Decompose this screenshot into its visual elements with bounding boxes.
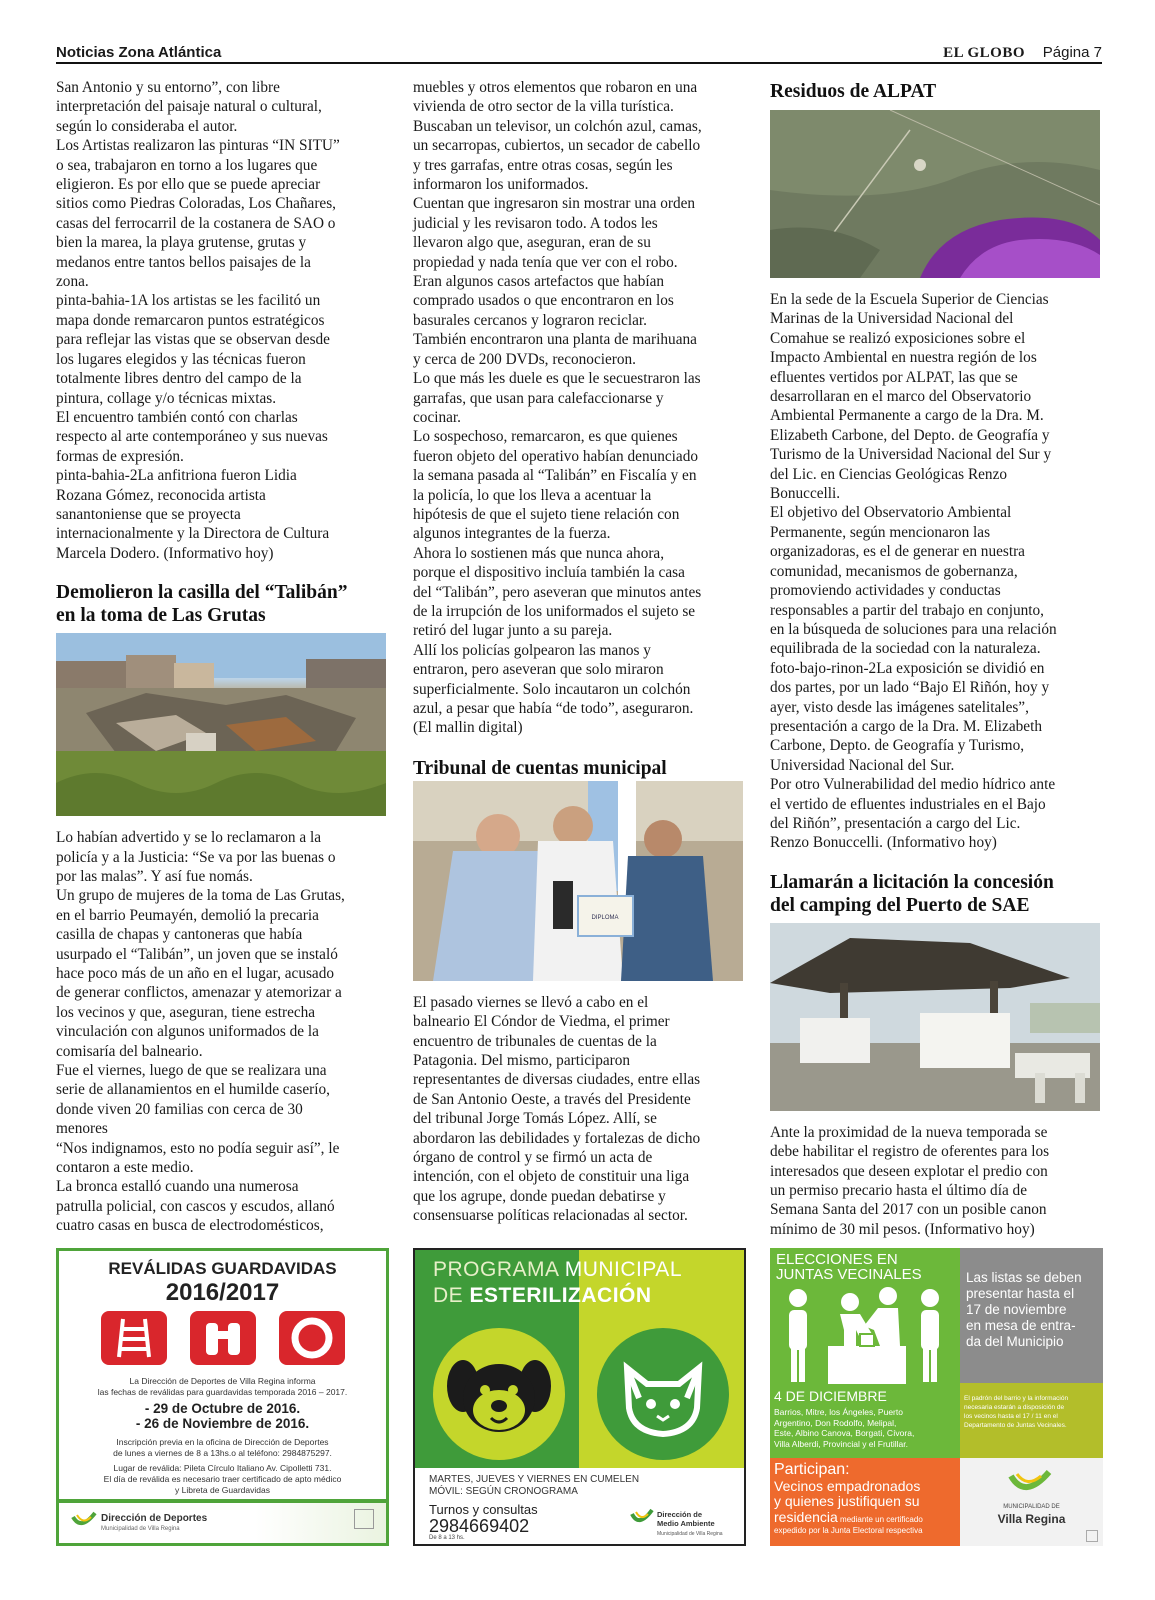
photo-demolished-shack	[56, 633, 386, 816]
text-line: Un grupo de mujeres de la toma de Las Grutas,	[56, 887, 345, 905]
text-line: consensuarse políticas relacionadas al sector.	[413, 1207, 688, 1225]
footer-name: Dirección de Deportes	[101, 1513, 208, 1524]
headline-line: en la toma de Las Grutas	[56, 605, 266, 627]
dog-icon	[433, 1328, 565, 1460]
listas-info	[966, 1270, 1082, 1350]
text-line: un permiso precario hasta el último día de	[770, 1182, 1027, 1199]
text-line: Ante la proximidad de la nueva temporada se	[770, 1123, 1048, 1141]
text-line: desarrollaran en el marco del Observatorio	[770, 388, 1032, 406]
headline-tribunal	[413, 757, 743, 780]
voters-icon	[780, 1286, 950, 1386]
title-line: ELECCIONES EN	[776, 1251, 898, 1268]
text-line: donde viven 20 familias con cerca de 30	[56, 1100, 303, 1118]
text-line: responsables a partir del trabajo en conjunto,	[770, 601, 1044, 619]
text-line: interesados que deseen explotar el predio con	[770, 1162, 1048, 1180]
schedule-line: MARTES, JUEVES Y VIERNES EN CUMELEN	[429, 1474, 640, 1485]
text-line: del “Talibán”, pero aseveran que minutos antes	[413, 583, 702, 601]
ad-info-line: La Dirección de Deportes de Villa Regina informa	[129, 1376, 316, 1386]
text-line: representantes de diversas ciudades, entre ellas	[413, 1071, 701, 1089]
photo-camping-illustration	[770, 923, 1100, 1111]
text-line: internacionalmente y la Directora de Cultura	[56, 525, 330, 543]
ad-title-line-2	[433, 1284, 652, 1308]
ad-title-line-1	[433, 1258, 682, 1282]
text-line: algunos integrantes de la fuerza.	[413, 525, 611, 543]
text-line: de la irrupción de los uniformados el sujeto se	[413, 602, 696, 620]
text-line: abordaron las debilidades y fortalezas de dicho	[413, 1129, 701, 1147]
text-line: según lo consideraba el autor.	[56, 117, 238, 135]
text-line: bien la marea, la playa grutense, grutas y	[56, 234, 307, 252]
ad-footer	[59, 1499, 386, 1543]
column-2	[413, 78, 743, 1226]
padron-info	[964, 1394, 1068, 1430]
headline-line: del camping del Puerto de SAE	[770, 894, 1030, 916]
text-line: vinculación con algunos uniformados de la	[56, 1023, 319, 1041]
medio-ambiente-logo-icon	[630, 1508, 654, 1530]
ad-info	[59, 1376, 386, 1398]
expedido-line: expedido por la Junta Electoral respectiva	[774, 1526, 923, 1535]
text-line: de San Antonio Oeste, a través del Presidente	[413, 1090, 691, 1108]
headline-line: Demolieron la casilla del “Talibán”	[56, 582, 348, 604]
text-line: “Nos indignamos, esto no podía seguir así”, le	[56, 1139, 340, 1157]
text-line: Rozana Gómez, reconocida artista	[56, 486, 266, 504]
text-line: mapa donde remarcaron puntos estratégicos	[56, 311, 325, 329]
text-line: porque el dispositivo incluía también la casa	[413, 564, 685, 582]
text-line: el vertido de efluentes industriales en el Bajo	[770, 795, 1046, 813]
text-line: pinta-bahia-2La anfitriona fueron Lidia	[56, 467, 297, 485]
ad-info-line: y Libreta de Guardavidas	[175, 1485, 270, 1495]
article-taliban-continued	[413, 78, 743, 738]
text-line: Universidad Nacional del Sur.	[770, 756, 955, 774]
footer-sub: Municipalidad de Villa Regina	[657, 1531, 723, 1537]
text-line: Lo habían advertido y se lo reclamaron a la	[56, 829, 322, 847]
text-line: balneario El Cóndor de Viedma, el primer	[413, 1013, 670, 1031]
article-taliban-body	[56, 828, 386, 1236]
text-line: por las malas”. Y así fue nomás.	[56, 867, 253, 885]
text-line: o sea, trabajaron en torno a los lugares que	[56, 156, 318, 174]
residencia-word: residencia	[774, 1509, 838, 1525]
text-line: El encuentro también contó con charlas	[56, 408, 298, 426]
text-line: menores	[56, 1120, 108, 1138]
schedule-line: MÓVIL: SEGÚN CRONOGRAMA	[429, 1486, 578, 1497]
listas-line: 17 de noviembre	[966, 1302, 1067, 1317]
deportes-logo-icon	[71, 1511, 97, 1533]
text-line: muebles y otros elementos que robaron en una	[413, 79, 698, 96]
text-line: pinta-bahia-1A los artistas se les facilitó un	[56, 292, 321, 310]
ad-info-line: las fechas de reválidas para guardavidas temporada 2016 – 2017.	[97, 1387, 348, 1397]
text-line: Lo sospechoso, remarcaron, es que quienes	[413, 428, 678, 446]
text-line: comunidad, mecanismos de gobernanza,	[770, 562, 1018, 580]
text-line: y cerca de 200 DVDs, reconocieron.	[413, 350, 636, 368]
text-line: policía y a la Justicia: “Se va por las buenas o	[56, 848, 336, 866]
ad-elecciones-juntas-vecinales	[770, 1248, 1103, 1546]
title-word: ESTERILIZACIÓN	[469, 1284, 652, 1307]
qr-code-icon	[1086, 1530, 1098, 1542]
padron-line: necesaria estarán a disposición de	[964, 1404, 1065, 1411]
text-line: foto-bajo-rinon-2La exposición se dividió en	[770, 659, 1045, 677]
text-line: para reflejar las vistas que se observan desde	[56, 331, 330, 349]
text-line: Patagonia. Del mismo, participaron	[413, 1052, 631, 1070]
binoculars-icon	[190, 1311, 256, 1365]
text-line: de generar conflictos, amenazar y atemorizar a	[56, 984, 342, 1002]
text-line: del Riñón”, presentación a cargo del Lic.	[770, 814, 1021, 832]
text-line: en el barrio Peumayén, demolió la precaria	[56, 906, 319, 924]
text-line: vivienda de otro sector de la villa turística.	[413, 98, 674, 116]
ad-schedule	[429, 1474, 639, 1498]
text-line: Comahue se realizó exposiciones sobre el	[770, 329, 1026, 347]
text-line: (El mallin digital)	[413, 719, 523, 737]
phone-number: 2984669402	[429, 1516, 530, 1536]
photo-tribunal-meeting	[413, 781, 743, 981]
headline-line: Llamarán a licitación la concesión	[770, 871, 1054, 893]
text-line: comprado usados o que encontraron en los	[413, 292, 674, 310]
page-header	[56, 42, 1102, 64]
ad-programa-esterilizacion	[413, 1248, 746, 1546]
text-line: formas de expresión.	[56, 447, 184, 465]
text-line: eligieron. Es por ello que se puede apreciar	[56, 176, 321, 194]
text-line: equilibrada de la sociedad con la naturaleza.	[770, 640, 1041, 658]
text-line: presentación a cargo de la Dra. M. Elizabeth	[770, 717, 1042, 735]
lifebuoy-icon	[279, 1311, 345, 1365]
text-line: Bonuccelli.	[770, 485, 841, 503]
text-line: Turismo de la Universidad Nacional del Sur y	[770, 446, 1052, 464]
text-line: y tres garrafas, entre otras cosas, según les	[413, 156, 673, 174]
padron-line: Departamento de Juntas Vecinales.	[964, 1422, 1067, 1429]
column-1	[56, 78, 386, 1236]
text-line: casilla de chapas y cantoneras que había	[56, 926, 303, 944]
headline-line: Tribunal de cuentas municipal	[413, 757, 667, 779]
cat-icon	[597, 1328, 729, 1460]
text-line: propiedad y nada tenía que ver con el robo.	[413, 253, 678, 271]
ladder-icon	[101, 1311, 167, 1365]
ad-dates	[59, 1401, 386, 1431]
listas-line: da del Municipio	[966, 1334, 1064, 1349]
barrios-line: Villa Alberdi, Provincial y el Frutillar.	[774, 1438, 909, 1449]
article-tribunal-body	[413, 993, 743, 1226]
text-line: órgano de control y se firmó un acta de	[413, 1149, 653, 1167]
text-line: El pasado viernes se llevó a cabo en el	[413, 993, 649, 1011]
ad-title: REVÁLIDAS GUARDAVIDAS	[108, 1259, 337, 1278]
text-line: que los agrupe, donde puedan debatirse y	[413, 1187, 666, 1205]
text-line: fueron objeto del operativo habían denunciado	[413, 447, 699, 465]
text-line: informaron los uniformados.	[413, 176, 589, 194]
text-line: encuentro de tribunales de cuentas de la	[413, 1032, 657, 1050]
text-line: la policía, lo que los lleva a acentuar la	[413, 486, 652, 504]
headline-taliban	[56, 581, 386, 627]
text-line: Cuentan que ingresaron sin mostrar una orden	[413, 195, 696, 213]
title-word: MUNICIPAL	[564, 1258, 682, 1281]
listas-line: Las listas se deben	[966, 1270, 1082, 1285]
ad-date-1: - 29 de Octubre de 2016.	[144, 1401, 301, 1416]
listas-line: en mesa de entra-	[966, 1318, 1076, 1333]
text-line: Ahora lo sostienen más que nunca ahora,	[413, 544, 665, 562]
logo-top-text: MUNICIPALIDAD DE	[1003, 1504, 1060, 1510]
text-line: Semana Santa del 2017 con un posible canon	[770, 1201, 1047, 1219]
qr-code-icon	[354, 1509, 374, 1529]
text-line: entraron, pero aseveran que solo miraron	[413, 661, 664, 679]
text-line: la semana pasada al “Talibán” en Fiscalía y en	[413, 467, 697, 485]
text-line: Impacto Ambiental en nuestra región de los	[770, 349, 1037, 367]
text-line: debe habilitar el registro de oferentes para los	[770, 1143, 1050, 1161]
barrios-line: Barrios, Mitre, los Ángeles, Puerto	[774, 1407, 903, 1417]
ad-info-line: Inscripción previa en la oficina de Dirección de Deportes	[116, 1437, 329, 1447]
text-line: La bronca estalló cuando una numerosa	[56, 1178, 299, 1196]
text-line: interpretación del paisaje natural o cultural,	[56, 98, 322, 116]
diploma-text: DIPLOMA	[591, 914, 619, 921]
text-line: superficialmente. Solo incautaron un colchón	[413, 680, 691, 698]
photo-demolished-shack-illustration	[56, 633, 386, 816]
text-line: contaron a este medio.	[56, 1159, 194, 1177]
photo-tribunal-illustration	[413, 781, 743, 981]
text-line: sanantoniense que se proyecta	[56, 505, 241, 523]
photo-camping	[770, 923, 1100, 1111]
footer-name-line: Medio Ambiente	[657, 1519, 715, 1528]
text-line: Buscaban un televisor, un colchón azul, camas,	[413, 117, 702, 135]
logo-name: Villa Regina	[997, 1512, 1066, 1526]
text-line: sitios como Piedras Coloradas, Los Chañares,	[56, 195, 336, 213]
text-line: judicial y les revisaron todo. A todos les	[413, 214, 658, 232]
text-line: los vecinos y que, aseguran, tiene estrecha	[56, 1003, 316, 1021]
newspaper-name: EL GLOBO	[943, 45, 1026, 61]
text-line: Lo que más les duele es que le secuestraron las	[413, 370, 701, 388]
ad-info-line: Lugar de reválida: Pileta Círculo Italiano Av. Cipolletti 731.	[113, 1463, 332, 1473]
text-line: Marcela Dodero. (Informativo hoy)	[56, 544, 274, 562]
photo-satellite-alpat	[770, 110, 1100, 278]
text-line: totalmente libres dentro del campo de la	[56, 370, 302, 388]
barrios-line: Este, Albino Canova, Borgati, Cívora,	[774, 1428, 915, 1438]
residencia-line	[774, 1509, 923, 1527]
text-line: promoviendo actividades y conductas	[770, 582, 1001, 600]
text-line: mínimo de 30 mil pesos. (Informativo hoy)	[770, 1220, 1035, 1238]
text-line: basurales cercanos y lograron reciclar.	[413, 311, 648, 329]
hours: De 8 a 13 hs.	[429, 1535, 465, 1541]
text-line: hipótesis de que el sujeto tiene relación con	[413, 505, 680, 523]
ad-extra-info	[59, 1437, 386, 1496]
text-line: Elizabeth Carbone, del Depto. de Geografía y	[770, 426, 1050, 444]
text-line: Por otro Vulnerabilidad del medio hídrico ante	[770, 776, 1056, 794]
text-line: organizadoras, es el de generar en nuestra	[770, 543, 1025, 561]
text-line: del tribunal Jorge Tomás López. Allí, se	[413, 1110, 657, 1128]
text-line: Fue el viernes, luego de que se realizara una	[56, 1062, 327, 1080]
ad-year: 2016/2017	[165, 1279, 280, 1306]
text-line: cocinar.	[413, 408, 461, 426]
text-line: pintura, collage y/o técnicas mixtas.	[56, 389, 277, 407]
text-line: comisaría del balneario.	[56, 1042, 203, 1060]
article-pinta-bahia-continued	[56, 78, 386, 563]
text-line: Allí los policías golpearon las manos y	[413, 641, 651, 659]
text-line: patrulla policial, con cascos y escudos, allanó	[56, 1197, 335, 1215]
text-line: efluentes vertidos por ALPAT, las que se	[770, 368, 1018, 386]
footer-name-line: Dirección de	[657, 1510, 703, 1519]
text-line: un secarropas, cubiertos, un secador de cabello	[413, 137, 701, 155]
ad-date-2: - 26 de Noviembre de 2016.	[135, 1416, 310, 1431]
ad-revalidas-guardavidas	[56, 1248, 389, 1546]
footer-sub: Municipalidad de Villa Regina	[101, 1526, 180, 1532]
text-line: ayer, visto desde las imágenes satelitales”,	[770, 698, 1029, 716]
text-line: Renzo Bonuccelli. (Informativo hoy)	[770, 834, 997, 852]
text-line: respecto al arte contemporáneo y sus nuevas	[56, 428, 328, 446]
padron-line: El padrón del barrio y la información	[964, 1395, 1069, 1402]
text-line: garrafas, que usan para calefaccionarse y	[413, 389, 664, 407]
photo-satellite-illustration	[770, 110, 1100, 278]
text-line: intención, con el objeto de constituir una liga	[413, 1168, 690, 1186]
article-alpat-body	[770, 290, 1100, 853]
column-3	[770, 78, 1100, 1239]
footer-name	[657, 1510, 715, 1528]
headline-camping	[770, 871, 1100, 917]
article-camping-body	[770, 1123, 1100, 1239]
text-line: en la búsqueda de soluciones para una relación	[770, 620, 1057, 638]
page-number: Página 7	[1042, 44, 1102, 61]
title-word: PROGRAMA	[433, 1258, 559, 1281]
text-line: Ambiental Permanente a cargo de la Dra. M.	[770, 407, 1044, 425]
text-line: zona.	[56, 273, 89, 291]
text-line: del Lic. en Ciencias Geológicas Renzo	[770, 465, 1008, 483]
headline-alpat	[770, 80, 1100, 103]
text-line: llevaron algo que, aseguran, eran de su	[413, 234, 651, 252]
participan-line: y quienes justifiquen su	[774, 1493, 920, 1509]
header-right	[943, 44, 1102, 62]
participan-label: Participan:	[774, 1461, 850, 1478]
text-line: En la sede de la Escuela Superior de Ciencias	[770, 291, 1049, 308]
text-line: usurpado el “Talibán”, un joven que se instaló	[56, 945, 338, 963]
text-line: retiró del lugar junto a su pareja.	[413, 622, 613, 640]
villa-regina-logo-icon	[1007, 1470, 1053, 1500]
text-line: medanos entre tantos bellos paisajes de la	[56, 253, 311, 271]
turnos-label: Turnos y consultas	[429, 1502, 538, 1517]
text-line: dos partes, por un lado “Bajo El Riñón, hoy y	[770, 679, 1050, 697]
election-date: 4 DE DICIEMBRE	[774, 1388, 887, 1404]
headline-line: Residuos de ALPAT	[770, 81, 937, 102]
text-line: Marinas de la Universidad Nacional del	[770, 310, 1014, 328]
ad-title	[776, 1252, 922, 1282]
section-title: Noticias Zona Atlántica	[56, 44, 222, 61]
text-line: los lugares elegidos y las técnicas fueron	[56, 350, 306, 368]
text-line: El objetivo del Observatorio Ambiental	[770, 504, 1012, 522]
listas-line: presentar hasta el	[966, 1286, 1075, 1301]
text-line: casas del ferrocarril de la costanera de SAO o	[56, 214, 336, 232]
ad-info-line: de lunes a viernes de 8 a 13hs.o al teléfono: 2984875297.	[113, 1448, 332, 1458]
text-line: También encontraron una planta de marihuana	[413, 331, 697, 349]
barrios-list	[774, 1407, 914, 1449]
title-line: JUNTAS VECINALES	[776, 1266, 922, 1283]
participan-lines	[774, 1479, 920, 1509]
text-line: hace poco más de un año en el lugar, acusado	[56, 965, 335, 982]
text-line: Los Artistas realizaron las pinturas “IN SITU”	[56, 137, 340, 155]
text-line: cuatro casas en busca de electrodomésticos,	[56, 1217, 324, 1235]
padron-line: los vecinos hasta el 17 / 11 en el	[964, 1413, 1058, 1420]
participan-line: Vecinos empadronados	[774, 1478, 921, 1494]
text-line: Permanente, según mencionaron las	[770, 523, 991, 541]
text-line: azul, a pesar que había “de todo”, aseguraron.	[413, 700, 694, 717]
barrios-line: Argentino, Don Rodolfo, Melipal,	[774, 1417, 897, 1428]
text-line: Eran algunos casos artefactos que habían	[413, 273, 665, 291]
residencia-rest: mediante un certificado	[837, 1515, 923, 1524]
text-line: Carbone, Depto. de Geografía y Turismo,	[770, 737, 1025, 755]
title-word: DE	[433, 1284, 464, 1307]
ad-info-line: El día de reválida es necesario traer certificado de apto médico	[103, 1474, 342, 1484]
text-line: San Antonio y su entorno”, con libre	[56, 79, 280, 96]
text-line: serie de allanamientos en el humilde caserío,	[56, 1081, 330, 1099]
